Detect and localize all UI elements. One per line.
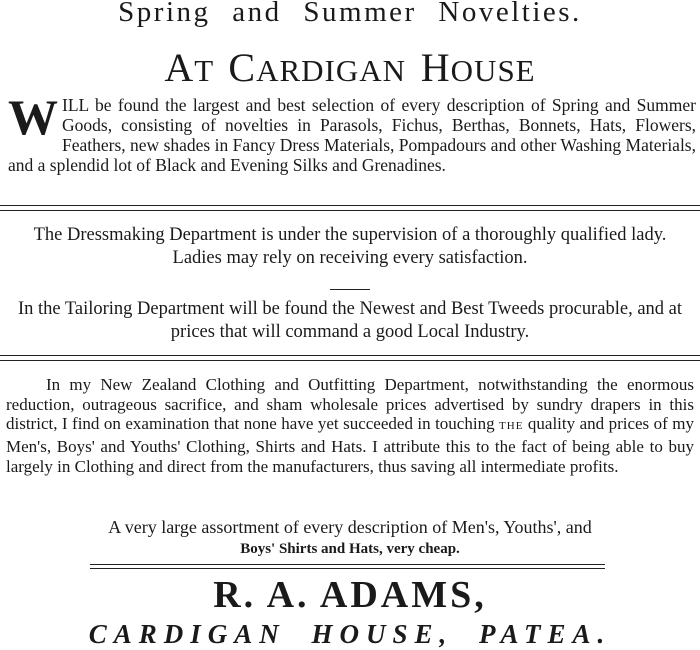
ad-title: Spring and Summer Novelties. <box>118 0 582 28</box>
store-address: CARDIGAN HOUSE, PATEA. <box>88 619 612 649</box>
clothing-paragraph <box>6 375 694 477</box>
short-divider <box>330 289 370 290</box>
heading-initial: C <box>228 45 257 90</box>
heading-initial: H <box>420 45 451 90</box>
drop-cap: W <box>8 89 58 145</box>
store-name-heading <box>0 44 700 91</box>
clothing-text: In my New Zealand Clothing and Outfitting Department, notwithstanding the enormous reduction, outrageous sacrifice, and sham wholesale prices advertised by sundry drapers in this district, I find on examination that none have yet succeeded in touching <box>6 375 694 434</box>
heading-initial: A <box>164 45 195 90</box>
heading-text: T <box>194 53 229 88</box>
divider <box>0 210 700 211</box>
clothing-text: quality and prices of my Men's, Boys' and Youths' Clothing, Shirts and Hats. I attribute this to the fact of being able to buy largely in Clothing and direct from the manufacturers, thus saving all intermediate profits. <box>6 414 694 476</box>
tailoring-paragraph: In the Tailoring Department will be found the Newest and Best Tweeds procurable, and at prices that will command a good Local Industry. <box>17 299 683 342</box>
divider <box>90 568 605 569</box>
divider <box>0 355 700 356</box>
divider <box>90 564 605 565</box>
dressmaking-paragraph: The Dressmaking Department is under the supervision of a thoroughly qualified lady. Ladies may rely on receiving every satisfaction. <box>33 225 667 268</box>
assortment-line: Boys' Shirts and Hats, very cheap. <box>240 541 460 557</box>
intro-text: ILL be found the largest and best selection of every description of Spring and Summer Goods, consisting of novelties in Parasols, Fichus, Berthas, Bonnets, Hats, Flowers, Feathers, new shades in Fancy Dress Materials, Pompadours and other Washing Materials, and a splendid lot of Black and Evening Silks and Grenadines. <box>8 95 696 175</box>
assortment-line: A very large assortment of every description of Men's, Youths', and <box>108 517 592 537</box>
emphasis-text: THE <box>499 420 524 433</box>
proprietor-name: R. A. ADAMS, <box>213 574 487 616</box>
divider <box>0 360 700 361</box>
assortment-paragraph <box>6 516 694 560</box>
heading-text: OUSE <box>450 53 536 88</box>
intro-paragraph <box>8 89 696 175</box>
heading-text: ARDIGAN <box>256 53 421 88</box>
divider <box>0 205 700 206</box>
